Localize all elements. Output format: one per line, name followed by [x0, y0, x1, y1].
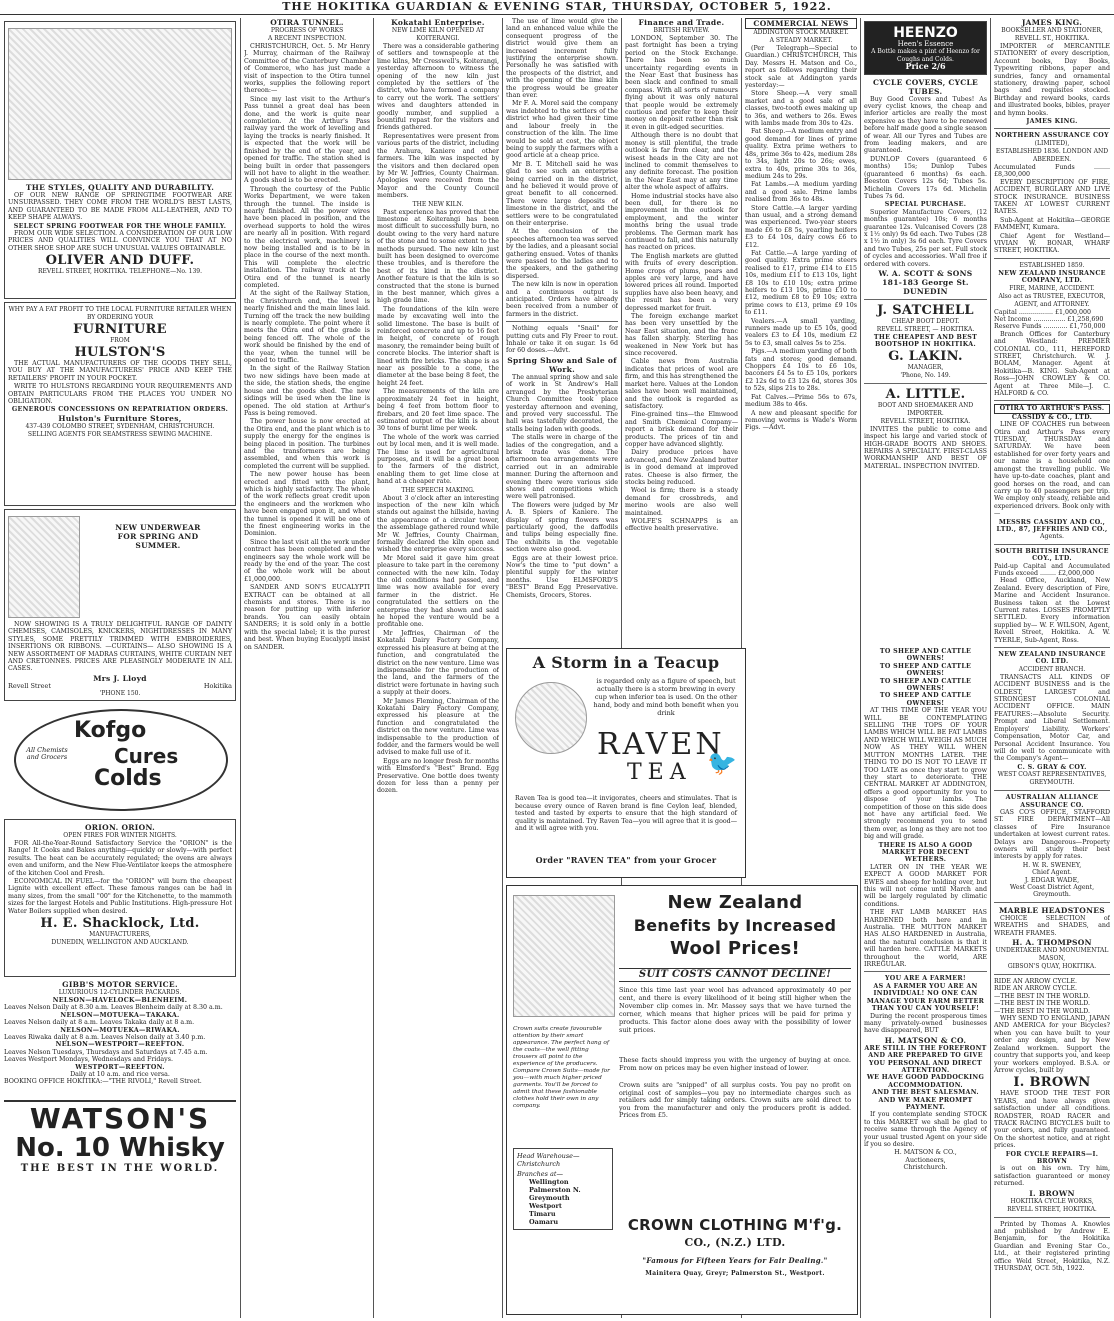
kofgo-headline: Kofgo [74, 718, 147, 743]
ad-text: SELECT SPRING FOOTWEAR FOR THE WHOLE FAMILY. [13, 222, 227, 230]
raven-bird-icon: 🐦 [707, 749, 737, 777]
ad-text: Head Office, Auckland, New Zealand. Every description of Fire, Marine and Accident Insurance. Business taken at the Lowest Current rates. LOSSES PROMPTLY SETTLED. Every information supplied by— W. F. WILSON, Agent, Revell Street, Hokitika. A. W. TYERLE, Sub-Agent, Ross. [994, 577, 1110, 644]
ad-text: DUNLOP Covers (guaranteed 6 months) 15s; Dunlop Tubes (guaranteed 6 months) 6s each. Beeston Covers 12s 6d; Tubes 5s. Michelin Covers 17s 6d. Michelin Tubes 7s 6d. [864, 155, 987, 200]
ad-headline: MARBLE HEADSTONES [998, 905, 1106, 915]
ad-sub: OPEN FIRES FOR WINTER NIGHTS. [63, 832, 177, 839]
heenzo-price: Price 2/6 [905, 61, 946, 72]
ad-headline: CYCLE COVERS, CYCLE TUBES. [872, 77, 979, 96]
raven-tea-ad [506, 648, 746, 878]
firm-sub: FIRE, MARINE, ACCIDENT. [1009, 284, 1095, 292]
route-times: Leaves Westport Mondays, Wednesdays and Fridays. [4, 1056, 173, 1064]
arrow-line: RIDE AN ARROW CYCLE. [994, 985, 1078, 993]
article-paragraph: Nothing equals "Snail" for putting cuts and Fly Freer to rout. Inhale or take it on sugar. 1s 6d for 60 doses.—Advt. [506, 325, 618, 355]
article-sub: ADDINGTON STOCK MARKET. [753, 29, 849, 36]
article-paragraph: At the conclusion of the speeches afternoon tea was served by the ladies, and a pleasant social gathering ensued. Votes of thanks were passed to the ladies and to the speakers, and the gathering dispersed. [506, 228, 618, 280]
signature: J. EDGAR WADE, [1024, 876, 1080, 884]
divider [994, 400, 1110, 401]
ad-text: Buy Good Covers and Tubes! As every cyclist knows, the cheap and inferior articles are really the most expensive as they have to be renewed before half made good a single season of wear. All our Tyres and Tubes are from leading makers, and are guaranteed. [864, 95, 987, 155]
ad-text: If you contemplate sending STOCK to this MARKET we shall be glad to receive same through the Agency of your usual trusted Agent on your side if you so desire. [864, 1111, 987, 1148]
ad-text: FROM [110, 337, 130, 344]
ad-text: Superior Manufacture Covers, (12 months guarantee) 10s; 6 months guarantee 12s. Vulcanised Covers (28 x 1½ only) 9s 6d each. Two Tubes (28 x 1½ in only) 3s 6d each. Tyre Covers and two Tubes, 25s per set. Full stock of cycles and accessories. W'all free if ordered with covers. [864, 208, 987, 268]
branches-box [513, 1148, 613, 1230]
column-rule [373, 18, 374, 1318]
ad-sub: LUXURIOUS 12-CYLINDER PACKARDS. [58, 989, 182, 996]
article-title: COMMERCIAL NEWS [745, 18, 857, 29]
nz-headline: Wool Prices! [669, 938, 801, 959]
kofgo-headline: Colds [94, 766, 162, 791]
arrow-line: —THE BEST IN THE WORLD. [994, 992, 1090, 1000]
ad-text: NOW SHOWING IS A TRULY DELIGHTFUL RANGE OF DAINTY CHEMISES, CAMISOLES, KNICKERS, NIGHTDRESSES IN MANY STYLES, SOME PRETTILY TRIMMED WITH EMBROIDERIES, INSERTIONS OR RIBBONS. —CURTAINS— ALSO SHOWING IS A NEW ASSORTMENT OF MADRAS CURTAINS, WHITE CURTAIN NET AND CRETONNES. PRICES ARE PLEASINGLY MODERATE IN ALL CASES. [8, 621, 232, 673]
ad-text: LINE OF COACHES run between Otira and Arthur's Pass every TUESDAY, THURSDAY and SATURDAY. We have been established for over forty years and our name is a household one amongst the travelling public. We have up-to-date coaches, plant and good horses on the road, and can carry up to 40 passengers per trip. We employ only steady, reliable and experienced drivers. Book only with— [994, 421, 1110, 518]
firm-address: 181-183 George St. [882, 277, 969, 287]
nz-suit-headline: SUIT COSTS CANNOT DECLINE! [619, 968, 851, 982]
article-paragraph: The new kiln is now in operation and a continuous output is anticipated. Orders have already been received from a number of farmers in the district. [506, 281, 618, 318]
divider [994, 902, 1110, 903]
firm-address: REVELL STREET, HOKITIKA. [880, 417, 971, 425]
divider [994, 790, 1110, 791]
firm-name: I. BROWN [1013, 1075, 1091, 1091]
ad-text: TRANSACTS ALL KINDS OF ACCIDENT BUSINESS and is the OLDEST, LARGEST and STRONGEST COLONIAL ACCIDENT OFFICE. MAIN FEATURES:—Absolute Security. Prompt and Liberal Settlement. Employers' Liability. Workers' Compensation, Motor Car, and Personal Accident Insurance. You will do well to communicate with the Company's Agent— [994, 673, 1110, 763]
signature: Christchurch. [903, 1164, 948, 1172]
route-times: Leaves Nelson Daily at 8.30 a.m. Leaves Blenheim daily at 8.30 a.m. [4, 1004, 223, 1012]
column-8 [864, 648, 987, 1313]
article-paragraph: Mr James Fleming, Chairman of the Kokatahi Dairy Factory Company, expressed his pleasure at the function and congratulated the district on the new venture. Lime was indispensable to the production of fodder, and the farmers would be well advised to make full use of it. [377, 697, 499, 757]
article-paragraph: Representatives were present from various parts of the district, including the Arahura, Kaniere and other farmers. The kiln was inspected by the visitors and then declared open by Mr W. Jeffries, County Chairman. Apologies were received from the Mayor and the County Council members. [377, 132, 499, 200]
firm-name: Mrs J. Lloyd [93, 673, 147, 683]
column-rule [990, 18, 991, 1318]
ad-text: HAVE STOOD THE TEST FOR YEARS, and have always given satisfaction under all conditions. ROADSTER, ROAD RACER and TRACK RACING BICYCLES built to your orders, and fully guaranteed. On the shortest notice, and at right prices. [994, 1090, 1110, 1150]
teacup-illustration [515, 682, 587, 754]
firm-sub: BOOKSELLER AND STATIONER, [1001, 27, 1103, 34]
firm-name: C. S. GRAY & COY. [1017, 763, 1087, 771]
firm-sub: CHEAP BOOT DEPOT. [891, 317, 960, 325]
article-paragraph: Since the last visit all the work under contract has been completed and the engineers say the whole work will be ready by the end of the year. The cost of the whole work will be about £1,000,000. [244, 538, 370, 583]
firm-name: AUSTRALIAN ALLIANCE ASSURANCE CO. [1005, 794, 1099, 809]
ad-headline: YOU ARE A FARMER! [885, 975, 966, 983]
firm-street: Revell Street [8, 681, 51, 690]
article-paragraph: The flowers were judged by Mr A. B. Spiers of Kaniere. The display of spring flowers was particularly good, the daffodils and tulips being especially fine. The exhibits in the vegetable section were also good. [506, 501, 618, 554]
ad-sub: SPECIAL PURCHASE. [884, 201, 967, 209]
raven-logo: RAVEN [597, 727, 725, 762]
article-paragraph: Mr B. T. Mitchell said he was glad to see such an enterprise being carried on in the district, and he believed it would prove of great benefit to all concerned. There were large deposits of limestone in the district, and the settlers were to be congratulated on their enterprise. [506, 160, 618, 227]
ad-headline: FOR SPRING AND [117, 532, 199, 541]
article-paragraph: Fat Sheep.—A medium entry and good demand for lines of prime quality. Extra prime wethers to 48s, prime 36s to 42s, medium 28s to 34s, light 20s to 26s; ewes, extra to 40s, prime 30s to 36s, medium 24s to 29s. [745, 128, 857, 180]
nz-headline: Benefits by Increased [633, 916, 837, 935]
funds: Capital ................. £1,000,000 [994, 308, 1091, 316]
column-2 [244, 18, 370, 1318]
firm-name: CASSIDY & CO., LTD. [1011, 413, 1093, 421]
article-paragraph: Since my last visit to the Arthur's Pass tunnel a great deal has been done, and the work is quite near completion. At the Arthur's Pass railway yard the work of levelling and laying the tracks is nearly finished. It is expected that the work will be finished by the end of the year, and opened for traffic. The station shed is being built in order that passengers will not have to alight in the weather. A goods shed is to be erected. [244, 95, 370, 185]
arrow-line: RIDE AN ARROW CYCLE. [994, 978, 1078, 986]
ad-text: AT THIS TIME OF THE YEAR YOU WILL BE CONTEMPLATING SELLING THE TOPS OF YOUR LAMBS WHICH WILL BE FAT LAMBS AND WHICH WILL WEIGH AS MUCH NOW AS THEY WILL WHEN MUTTON MONTHS LATER. THE THING TO DO IS NOT TO LEAVE IT TOO LATE as once they start to grow they start to deteriorate. THE CENTRAL MARKET AT ADDINGTON, offers a good opportunity for you to dispose of your lambs. The competition of those on this side does not have any artificial feed. We strongly recommend you to send them over, as long as they are not too big and will grade. [864, 707, 987, 841]
ad-text: WHY SEND TO ENGLAND, JAPAN AND AMERICA for your Bicycles? when you can have built to your order any design, and by New Zealand workmen. Support the country that supports you, and keep your workers employed. B.S.A. or Arrow cycles, built by [994, 1015, 1110, 1074]
divider [864, 299, 987, 300]
arrow-line: —THE BEST IN THE WORLD. [994, 1007, 1090, 1015]
firm-address: 437-439 COLOMBO STREET, SYDENHAM, CHRISTCHURCH. [25, 422, 215, 430]
nz-caption: Crown suits create favourable attention by their smart appearance. The perfect hang of the coats—the well fitting trousers all point to the experience of the producers. Compare Crown Suits—made for you—with much higher priced garments. You'll be forced to admit that these fashionable clothes hold their own in any company. [513, 1026, 610, 1109]
article-paragraph: The measurements of the kiln are approximately 24 feet in height, being 4 feet from bottom floor to firebars, and 20 feet lime space. The estimated output of the kiln is about 30 tons of burnt lime per week. [377, 388, 499, 433]
article-paragraph: In the sight of the Railway Station two new sidings have been made at the side, the station sheds, the engine house and the goods shed. The new sidings will be used when the line is opened. The old station at Arthur's Pass is being removed. [244, 365, 370, 417]
ad-text: INVITES the public to come and inspect his large and varied stock of HIGH-GRADE BOOTS AND SHOES. REPAIRS A SPECIALTY. FIRST-CLASS WORKMANSHIP AND BEST OF MATERIAL. INSPECTION INVITED. [864, 425, 987, 470]
ad-text: MESSRS CASSIDY AND CO., LTD., 87, JEFFRIES AND CO., [996, 518, 1108, 533]
raven-logo: TEA [627, 760, 692, 785]
article-paragraph: LONDON, September 30. The past fortnight has been a trying period on the Stock Exchange. There has been so much uncertainty regarding events in the Near East that business has been slack and confined to small compass. With all sorts of rumours flying about it was only natural that people would be extremely cautious and prefer to keep their money on deposit rather than risk it even in gilt-edged securities. [625, 35, 738, 131]
watsons-headline: WATSON'S [29, 1102, 211, 1135]
article-paragraph: The stalls were in charge of the ladies of the congregation, and a brisk trade was done. The afternoon tea arrangements were carried out in an admirable manner. During the afternoon and evening there were various side shows and competitions which were well patronised. [506, 434, 618, 501]
column-4 [506, 18, 618, 658]
firm-sub: ESTABLISHED 1859. [1019, 261, 1085, 269]
funds: Net Income ................ £1,258,690 [994, 315, 1104, 323]
firm-phone: 'Phone, No. 149. [900, 371, 951, 379]
article-paragraph: CHRISTCHURCH, Oct. 5. Mr Henry J. Murray, chairman of the Railway Committee of the Canterbury Chamber of Commerce, who has just made a visit of inspection to the Otira tunnel works, supplies the following report thereon:— [244, 43, 370, 95]
ad-text: WRITE TO HULSTONS REGARDING YOUR REQUIREMENTS AND OBTAIN PARTICULARS FROM THE PLACES YOU UNDER NO OBLIGATION. [8, 383, 232, 406]
funds: Paid-up Capital and Accumulated Funds exceed ........ £2,000,000 [994, 562, 1110, 577]
route: NELSON—WESTPORT—REEFTON. [55, 1041, 185, 1049]
ad-text: THE FAT LAMB MARKET HAS HARDENED both here and in Australia. THE MUTTON MARKET HAS ALSO HARDENED in Australia, and the natural conclusion is that it will harden here. CATTLE MARKETS throughout the world, ARE IRREGULAR. [864, 909, 987, 969]
ad-text: LATER ON IN THE YEAR WE EXPECT A GOOD MARKET FOR EWES and sheep for holding over, but this will not come until March and will be largely regulated by climatic conditions. [864, 863, 987, 908]
crown-clothing-ad [506, 885, 858, 1315]
nz-body: Crown suits are "snipped" of all surplus costs. You pay no profit on original cost of samples—you pay no intermediate charges such as retailers add for simply taking orders. Crown suits are sold direct to you from the manufacturer and only the producers profit is added. Prices from £5. [619, 1082, 851, 1120]
crown-address: Mainitera Quay, Greyr; Palmerston St., Westport. [645, 1270, 825, 1277]
firm-town: Hokitika [203, 681, 232, 690]
article-paragraph: The foundations of the kiln were made by excavating well into the solid limestone. The base is built of reinforced concrete and up to 16 feet in height, of concrete of rough masonry, the remainder being built of concrete blocks. The interior shaft is lined with fire bricks. The shape is as near as possible to a cone, the diameter at the base being 8 feet, the height 24 feet. [377, 305, 499, 387]
divider [994, 544, 1110, 545]
heenzo-sub: Heen's Essence [897, 40, 954, 48]
article-paragraph: The power house is now erected at the Otira end, and the plant which is to supply the energy for the engines is being placed in position. The turbines and the transformers are being assembled, and when this work is completed the current will be supplied. [244, 418, 370, 470]
nz-headline: New Zealand [667, 892, 803, 913]
article-paragraph: At the sight of the Railway Station, the Christchurch end, the level is nearly finished and the main lines laid. Turning off the track the new building is nearly complete. The point where it meets the Otira end of the grade is being fenced off. The whole of the work should be finished by the end of the year, when the tunnel will be opened to traffic. [244, 290, 370, 365]
ad-text: DUNEDIN, WELLINGTON AND AUCKLAND. [51, 939, 189, 947]
firm-sub: Also act as TRUSTEE, EXECUTOR, AGENT, and ATTORNEY. [998, 292, 1106, 308]
firm-sub: BOOT AND SHOEMAKER AND IMPORTER. [877, 401, 974, 417]
divider [864, 971, 987, 972]
ad-text: WHY PAY A FAT PROFIT TO THE LOCAL FURNITURE RETAILER WHEN BY ORDERING YOUR [8, 306, 232, 321]
nz-body: Since this time last year wool has advanced approximately 40 per cent, and there is every likelihood of it being still higher when the November clip comes in. Mr. Massey says that we have turned the corner, which means that higher prices will be paid for prima y products. This factor alone does away with the possibility of lower suit prices. [619, 986, 851, 1034]
ad-text: Agents. [1039, 533, 1065, 541]
article-sub: A STEADY MARKET. [769, 37, 833, 44]
sheep-line: TO SHEEP AND CATTLE OWNERS! [879, 677, 972, 693]
article-paragraph: Past experience has proved that the limestone at Koiterangi has been most difficult to successfully burn, no doubt owing to the very hard nature of the stone and to some extent to the methods pursued. The new kiln just built has been designed to overcome these troubles, and is therefore the best of its kind in the district. Another feature is that the kiln is so constructed that the stone is burned in the best manner, which gives a high grade lime. [377, 208, 499, 305]
firm-name: NEW ZEALAND INSURANCE COMPANY, LTD. [998, 269, 1106, 285]
firm-name: W. A. SCOTT & SONS [878, 268, 973, 278]
raven-text: is regarded only as a figure of speech, but actually there is a storm brewing in every cup when inferior tea is used. On the other hand, body and mind both benefit when you drink [593, 677, 739, 717]
signature: JAMES KING. [1026, 118, 1078, 126]
man-illustration [513, 895, 615, 1017]
route-times: Daily at 10 a.m. and rice versa. [70, 1071, 170, 1079]
branch-item: Timaru [529, 1210, 556, 1218]
ad-text: ECONOMICAL IN FUEL—for the "ORION" will burn the cheapest Lignite with excellent effect. These famous ranges can be had in many sizes, from the small "00" for the Kitchenette, to the mammoth sizes for the largest Hotels and Public Institutions. High-pressure Hot Water Boilers supplied when desired. [8, 878, 232, 915]
article-paragraph: The foreign exchange market has been very unsettled by the Near East situation, and the franc has fallen sharply. Sterling has weakened in New York but has since recovered. [625, 313, 738, 358]
column-6 [745, 18, 857, 658]
article-paragraph: Eggs are no longer fresh for months with Elmsford's "Best" Brand. Egg Preservative. One bottle does twenty dozen for less than a penny per dozen. [377, 757, 499, 795]
ad-text: During the recent prosperous times many privately-owned businesses have disappeared, BUT [864, 1012, 987, 1035]
route: NELSON—HAVELOCK—BLENHEIM. [52, 997, 188, 1004]
ad-text: is out on his own. Try him, satisfaction guaranteed or money returned. [994, 1165, 1110, 1188]
arrow-line: —THE BEST IN THE WORLD. [994, 1000, 1090, 1008]
ad-text: THERE IS ALSO A GOOD MARKET FOR DECENT WETHERS. [878, 841, 973, 864]
firm-sub: HOKITIKA CYCLE WORKS, [1010, 1197, 1094, 1205]
ad-text: FROM OUR WIDE SELECTION. A CONSIDERATION OF OUR LOW PRICES AND QUALITIES WILL CONVINCE YOU THAT AT NO OTHER SHOE SHOP ARE SUCH UNUSUAL VALUES OBTAINABLE. [8, 230, 232, 252]
firm-name: H. MATSON & CO. [884, 1035, 967, 1045]
branch-item: Oamaru [529, 1218, 559, 1226]
article-paragraph: The annual spring show and sale of work in St Andrew's Hall arranged by the Presbyterian Church Committee took place yesterday afternoon and evening, and proved very successful. The hall was tastefully decorated, the stalls being laden with goods. [506, 373, 618, 433]
article-paragraph: The new power house has been erected and fitted with the plant, which is highly satisfactory. The whole of the work reflects great credit upon the engineers and the workmen who have been engaged upon it, and when the tunnel is opened it will be one of the finest engineering works in the Dominion. [244, 471, 370, 538]
article-paragraph: Vealers.—A small yarding, runners made up to £5 10s, good vealers £3 to £4 10s, medium £2 5s to £3, small calves 5s to 25s. [745, 317, 857, 347]
divider [506, 321, 618, 322]
firm-name: I. BROWN [1029, 1188, 1075, 1198]
column-7 [864, 18, 987, 648]
firm-sub: MANAGER, [907, 363, 944, 371]
article-paragraph: The use of lime would give the land an enhanced value while the consequent progress of the district would give them an increased increment fully justifying the enterprise shown. Personally he was satisfied with the prospects of the district, and with the opening of the lime kiln the progress would be greater than ever. [506, 18, 618, 100]
article-sub: THE SPEECH MAKING. [401, 486, 475, 494]
article-paragraph: Mr Jeffries, Chairman of the Kokatahi Dairy Factory Company, expressed his pleasure at being at the function, and congratulated the district on the new venture. Lime was indispensable for the production of the land, and the farmers of the district were fortunate in having such a supply at their doors. [377, 629, 499, 697]
ad-text: SELLING AGENTS FOR SEAMSTRESS SEWING MACHINE. [27, 430, 213, 438]
firm-name: H. A. THOMPSON [1012, 938, 1092, 948]
article-paragraph: About 3 o'clock after an interesting inspection of the new kiln which stands out against the hillside, having the appearance of a circular tower, the assemblage gathered round while Mr W. Jeffries, County Chairman, formally declared the kiln open and wished the enterprise every success. [377, 494, 499, 554]
signature: Chief Agent. [1032, 869, 1072, 877]
divider [994, 974, 1110, 975]
article-paragraph: A new and pleasant specific for removing worms is Wade's Worm Figs. —Advt. [745, 409, 857, 432]
lady-illustration [8, 516, 80, 618]
article-paragraph: Store Cattle.—A larger yarding than usual, and a strong demand was experienced. Two-year steers made £6 to £8 5s, yearling heifers £3 to £4 10s, dairy cows £6 to £12. [745, 204, 857, 249]
firm-address: REVELL STREET, HOKITIKA. TELEPHONE—No. 139. [37, 268, 203, 276]
article-sub: BRITISH REVIEW. [653, 27, 710, 34]
signature: H. MATSON & CO., [894, 1149, 957, 1157]
article-paragraph: WOLFE'S SCHNAPPS is an effective health preservative. [625, 518, 738, 533]
route-times: Leaves Nelson Tuesdays, Thursdays and Saturdays at 7.45 a.m. [4, 1048, 208, 1056]
gibbs-ad [4, 980, 236, 1100]
article-paragraph: Fat Cattle.—A large yarding of good quality. Extra prime steers realised to £17, prime £14 to £15 10s, medium £11 to £13 10s, light £8 10s to £10 10s; extra prime heifers to £13 10s, prime £10 to £12, medium £8 to £9 10s; extra prime cows to £13, prime £9 10s to £11. [745, 249, 857, 317]
orion-ad [4, 819, 236, 977]
column-rule [502, 18, 503, 1318]
article-paragraph: (Per Telegraph—Special to Guardian.) CHRISTCHURCH, This Day. Messrs H. Matson and Co., report as follows regarding their stock sale at Addington yards yesterday:— [745, 45, 857, 90]
article-sub: NEW LIME KILN OPENED AT KOITERANGI. [391, 27, 485, 42]
article-paragraph: SANDER AND SON'S EUCALYPTI EXTRACT can be obtained at all chemists and stores. There is no reason for putting up with inferior brands. You can easily obtain SANDERS; it is sold only in a bottle with the special label; it is the purest and best. When buying Eucalypti insist on SANDER. [244, 584, 370, 651]
ad-text: OF OUR NEW RANGE OF SPRINGTIME FOOTWEAR ARE UNSURPASSED. THEY COME FROM THE WORLD'S BEST LASTS, AND GUARANTEED TO BE MADE FROM ALL-LEATHER, AND TO KEEP SHAPE ALWAYS. [8, 192, 232, 222]
oliver-duff-ad [4, 21, 236, 299]
article-paragraph: Although there is no doubt that money is still plentiful, the trade outlook is far from clear, and the wisest heads in the City are not inclined to commit themselves to any definite forecast. The position in the Near East may at any time alter the whole aspect of affairs. [625, 132, 738, 192]
article-paragraph: Pigs.—A medium yarding of both fats and stores; good demand. Choppers £4 10s to £6 10s, baconers £4 5s to £5 10s, porkers £2 12s 6d to £3 12s 6d, stores 30s to 52s, slips 21s to 28s. [745, 348, 857, 393]
raven-body: Raven Tea is good tea—it invigorates, cheers and stimulates. That is because every ounce of Raven brand is fine Ceylon leaf, blended, tested and tasted by experts to ensure that the high standard of quality is maintained. Try Raven Tea—you will agree that it is good—and it will agree with you. [515, 795, 737, 833]
article-paragraph: Cable news from Australia indicates that prices of wool are firm, and this has strengthened the market here. Values at the London sales have been well maintained, and the outlook is regarded as satisfactory. [625, 358, 738, 410]
ad-text: CHOICE SELECTION of WREATHS and SHADES, and WREATH FRAMES. [994, 914, 1110, 937]
nz-body: These facts should impress you with the urgency of buying at once. From now on prices may be even higher instead of lower. [619, 1056, 851, 1072]
funds: Accumulated Funds ........ £8,300,000 [994, 163, 1110, 179]
ad-text: EVERY DESCRIPTION OF FIRE, ACCIDENT, BURGLARY AND LIVE STOCK INSURANCE. BUSINESS TAKEN AT LOWEST CURRENT RATES. [994, 178, 1110, 216]
ad-text: Chief Agent for Westland— VIVIAN W. BONAR, WHARF STREET, HOKITIKA. [994, 232, 1110, 255]
kofgo-sub: All Chemists and Grocers [26, 746, 68, 762]
watsons-headline: No. 10 Whisky [15, 1133, 225, 1163]
firm-name: J. SATCHELL [877, 302, 974, 318]
raven-order: Order "RAVEN TEA" from your Grocer [535, 855, 717, 865]
sheep-line: TO SHEEP AND CATTLE OWNERS! [879, 648, 972, 663]
firm-name: A. LITTLE. [885, 386, 966, 402]
signature: H. W. R. SWENEY, [1022, 861, 1082, 869]
article-paragraph: Dairy produce prices have advanced, and New Zealand butter is in good demand at improved rates. Cheese is also firmer, the stocks being reduced. [625, 449, 738, 486]
divider [994, 128, 1110, 129]
divider [864, 383, 987, 384]
column-1 [4, 18, 236, 1318]
firm-address: GIBSON'S QUAY, HOKITIKA. [1007, 963, 1097, 971]
ad-headline: ORION. ORION. [84, 823, 156, 832]
firm-name: NEW ZEALAND INSURANCE CO. LTD. [998, 651, 1106, 666]
kofgo-headline: Cures [114, 744, 179, 768]
ad-text: THE ACTUAL MANUFACTURERS OF THE GOODS THEY SELL, YOU BUY AT THE MANUFACTURERS' PRICE AND KEEP THE RETAILERS' PROFIT IN YOUR POCKET. [8, 360, 232, 382]
ad-text: WE HAVE GOOD PADDOCKING ACCOMMODATION. [866, 1074, 985, 1089]
ad-text: Sub-Agent at Hokitika—GEORGE FAMMENT, Kumara. [994, 216, 1110, 232]
article-paragraph: Wool is firm; there is a steady demand for crossbreds, and merino wools are also well maintained. [625, 487, 738, 517]
article-paragraph: The English markets are glutted with fruits of every description. Home crops of plums, pears and apples are very large, and have lowered prices all round. Imported supplies have also been heavy, and the result has been a very depressed market for fruit. [625, 252, 738, 312]
ad-headline: FOR CYCLE REPAIRS—I. BROWN [1005, 1150, 1099, 1165]
article-paragraph: Store Sheep.—A very small market and a good sale of all classes, two-tooth ewes making up to 36s, and wethers to 26s. Ewes with lambs made from 30s to 42s. [745, 90, 857, 128]
firm-name: JAMES KING. [1021, 18, 1083, 27]
divider [994, 647, 1110, 648]
article-title: Kokatahi Enterprise. [391, 18, 485, 27]
watsons-tagline: THE BEST IN THE WORLD. [20, 1163, 220, 1174]
article-paragraph: There was a considerable gathering of settlers and townspeople at the lime kilns, Mr Cresswell's, Koiterangi, yesterday afternoon to witness the opening of the new kiln just completed by the settlers of the district, who have formed a company to carry out the work. The settlers' wives and daughters attended in goodly number, and supplied a bountiful repast for the visitors and friends gathered. [377, 43, 499, 132]
article-sub: THE NEW KILN. [412, 200, 464, 208]
article-paragraph: Fine-grained tins—the Elmwood and Smith Chemical Company—report a brisk demand for their products. The prices of tin and copper have advanced slightly. [625, 411, 738, 448]
firm-name: G. LAKIN. [888, 348, 963, 364]
crown-co: CO., (N.Z.) LTD. [684, 1236, 786, 1249]
heenzo-text: A Bottle makes a pint of Heenzo for Coughs and Colds. [871, 48, 980, 63]
route: NELSON—MOTUEKA—TAKAKA. [60, 1011, 180, 1019]
ad-text: Branch Offices for Canterbury and Westland: PREMIER COLONIAL CO., 111, HEREFORD STREET, Christchurch. W. J. BOLAM, Manager. Agent at Hokitika—B. KING. Sub-Agent at Ross—JOHN CROWLEY & CO. Agent at Three Mile—J. C. HALFORD & CO. [994, 330, 1110, 398]
article-sub: PROGRESS OF WORKS [270, 27, 344, 34]
ad-text: AS A FARMER YOU ARE AN INDIVIDUAL! NO ONE CAN MANAGE YOUR FARM BETTER THAN YOU CAN YOURSELF! [866, 982, 985, 1013]
firm-name: HULSTON'S [74, 345, 166, 360]
ad-text: GENEROUS CONCESSIONS ON REPATRIATION ORDERS. [11, 406, 229, 414]
article-title: Finance and Trade. [638, 18, 725, 27]
raven-headline: A Storm in a Teacup [532, 653, 720, 672]
article-paragraph: The whole of the work was carried out by local men, and it is well made. The lime is used for agricultural purposes, and it will be a great boon to the farmers of the district, enabling them to get lime close at hand at a cheaper rate. [377, 433, 499, 486]
branch-item: Greymouth [529, 1194, 570, 1202]
branch-item: Westport [529, 1202, 562, 1210]
column-3 [377, 18, 499, 1318]
sheep-line: TO SHEEP AND CATTLE OWNERS! [879, 692, 972, 707]
firm-name: SOUTH BRITISH INSURANCE COY., LTD. [995, 547, 1109, 563]
article-sub: A RECENT INSPECTION. [267, 35, 347, 42]
column-5 [625, 18, 738, 658]
ad-text: IMPORTER of MERCANTILE STATIONERY of every description, Account books, Day Books, Typewriting ribbons, paper and sundries, fancy and ornamental stationery, drawing paper, school bags and requisites stocked. Birthday and reward books, cards and illustrated books, bibles, prayer and hymn books. [994, 43, 1110, 117]
route: WESTPORT—REEFTON. [75, 1063, 165, 1071]
firm-phone: 'PHONE 150. [99, 690, 141, 698]
firm-address: REVELL STREET, — HOKITIKA. [876, 325, 975, 333]
firm-address: REVELL STREET, HOKITIKA. [1007, 1205, 1097, 1213]
signature: Auctioneers, [905, 1156, 946, 1164]
article-paragraph: Fat Calves.—Prime 56s to 67s, medium 38s to 46s. [745, 393, 857, 409]
firm-sub: (LIMITED), [1034, 139, 1070, 147]
shoes-illustration [8, 28, 232, 180]
masthead: THE HOKITIKA GUARDIAN & EVENING STAR, THURSDAY, OCTOBER 5, 1922. [0, 0, 1114, 15]
ad-headline: GIBB'S MOTOR SERVICE. [62, 980, 178, 989]
firm-address: REVELL ST., HOKITIKA. [1014, 35, 1090, 42]
branch-item: Wellington [529, 1178, 569, 1186]
sheep-line: TO SHEEP AND CATTLE OWNERS! [879, 662, 972, 678]
ad-headline: SUMMER. [135, 541, 181, 550]
head-warehouse: Head Warehouse— Christchurch [517, 1152, 580, 1168]
branches-label: Branches at— [517, 1170, 564, 1178]
firm-city: DUNEDIN [903, 286, 948, 296]
article-paragraph: Eggs are at their lowest price. Now's the time to "put down" a plentiful supply for the winter months. Use ELMSFORD'S "BEST" Brand Egg Preservative. Chemists, Grocers, Stores. [506, 554, 618, 599]
watsons-ad [4, 1100, 236, 1176]
ad-text: MANUFACTURERS, [89, 931, 151, 939]
heenzo-headline: HEENZO [893, 25, 958, 41]
firm-sub: UNDERTAKER AND MONUMENTAL MASON, [995, 947, 1109, 963]
firm-name: NORTHERN ASSURANCE COY [995, 132, 1109, 140]
imprint: Printed by Thomas A. Knowles and published by Andrew E. Benjamin, for the Hokitika Guardian and Evening Star Co., Ltd., at their registered printing office Weld Street, Hokitika, N.Z. THURSDAY, OCT. 5th, 1922. [994, 1220, 1110, 1273]
ad-headline: OTIRA TO ARTHUR'S PASS. [994, 404, 1110, 413]
firm-name: OLIVER AND DUFF. [45, 253, 195, 269]
ad-text: THE CHEAPEST AND BEST BOOTSHOP IN HOKITIKA. [873, 333, 978, 349]
ad-text: FOR All-the-Year-Round Satisfactory Service the "ORION" is the Range! It Cooks and Bakes anything—quickly or slowly—with perfect results. The heat can be accurately regulated; the ovens are always even and uniform, and the New Flue-Ventilator keeps the atmosphere of the kitchen Cool and Fresh. [8, 840, 232, 877]
divider [994, 258, 1110, 259]
route: NELSON—MOTUEKA—RIWAKA. [60, 1026, 180, 1034]
column-6-lower [748, 648, 858, 878]
signature: West Coast District Agent, Greymouth. [1009, 884, 1095, 899]
article-paragraph: Fat Lambs.—A medium yarding and a good sale. Prime lambs realised from 36s to 48s. [745, 181, 857, 204]
heenzo-ad [864, 21, 987, 75]
kofgo-ad [4, 705, 236, 815]
lloyd-ad [4, 509, 236, 701]
column-rule [240, 18, 241, 1318]
firm-sub: ACCIDENT BRANCH. [1018, 665, 1086, 673]
firm-sub: WEST COAST REPRESENTATIVES, GREYMOUTH. [997, 771, 1107, 787]
article-title: Spring Show and Sale of Work. [507, 355, 617, 374]
route-times: Leaves Riwaka daily at 8 a.m. Leaves Nelson daily at 3.40 p.m. [4, 1034, 206, 1042]
hulston-ad [4, 302, 236, 506]
article-paragraph: Home industrial stocks have also been dull, for there is no improvement in the outlook for employment, and the winter months bring the usual trade problems. The German mark has continued to fall, and this naturally has reacted on prices. [625, 192, 738, 252]
ad-caption: THE STYLES, QUALITY AND DURABILITY. [25, 183, 215, 192]
branch-list [517, 1178, 609, 1226]
crown-slogan: "Famous for Fifteen Years for Fair Dealing." [642, 1256, 828, 1265]
branch-item: Palmerston N. [529, 1186, 581, 1194]
column-rule [860, 18, 861, 1318]
ad-headline: FURNITURE [73, 322, 167, 337]
ad-text: GAS CO'S OFFICE, STAFFORD ST. FIRE DEPARTMENT—All classes of Fire Insurance undertaken at lowest current rates. Delays are Dangerous—Property owners will study their best interests by apply for rates. [994, 808, 1110, 861]
firm-sub: ESTABLISHED 1836. LONDON AND ABERDEEN. [995, 147, 1109, 163]
article-title: OTIRA TUNNEL. [270, 18, 344, 27]
ad-headline: NEW UNDERWEAR [115, 523, 201, 532]
ad-text: ARE STILL IN THE FOREFRONT AND ARE PREPARED TO GIVE YOU PERSONAL AND DIRECT ATTENTION. [864, 1044, 987, 1074]
column-9 [994, 18, 1110, 1318]
funds: Reserve Funds ............ £1,750,000 [994, 323, 1106, 331]
ad-text: AND THE BEST SALESMAN. AND WE MAKE PROMPT PAYMENT. [872, 1089, 979, 1111]
article-paragraph: Mr Morel said it gave him great pleasure to take part in the ceremony connected with the new kiln. Today the old conditions had passed, and lime was now available for every farmer in the district. He congratulated the settlers on the enterprise they had shown and said he hoped the venture would be a profitable one. [377, 554, 499, 629]
firm-name: H. E. Shacklock, Ltd. [40, 916, 200, 932]
divider [994, 1217, 1110, 1218]
firm-name: Hulston's Furniture Stores, [58, 413, 182, 423]
crown-name: CROWN CLOTHING M'f'g. [627, 1216, 843, 1234]
booking: BOOKING OFFICE HOKITIKA:—"THE RIVOLI," Revell Street. [4, 1078, 202, 1086]
article-paragraph: Through the courtesy of the Public Works Department, we were taken through the tunnel. The inside is nearly finished. All the power wires have been placed in position, and the overhead supports to hold the wires are nearly all in position. With regard to the electrical work, machinery is now being installed and is to be in place in the course of the next month. This will complete the electric installation. The railway track at the Otira end of the tunnel is nearly completed. [244, 185, 370, 289]
article-paragraph: Mr F. A. Morel said the company was indebted to the settlers of the district who had given their time and labour freely in the construction of the kiln. The lime would be sold at cost, the object being to supply the farmers with a good article at a cheap price. [506, 100, 618, 160]
route-times: Leaves Nelson daily at 8 a.m. Leaves Takaka daily at 8 a.m. [4, 1019, 195, 1027]
